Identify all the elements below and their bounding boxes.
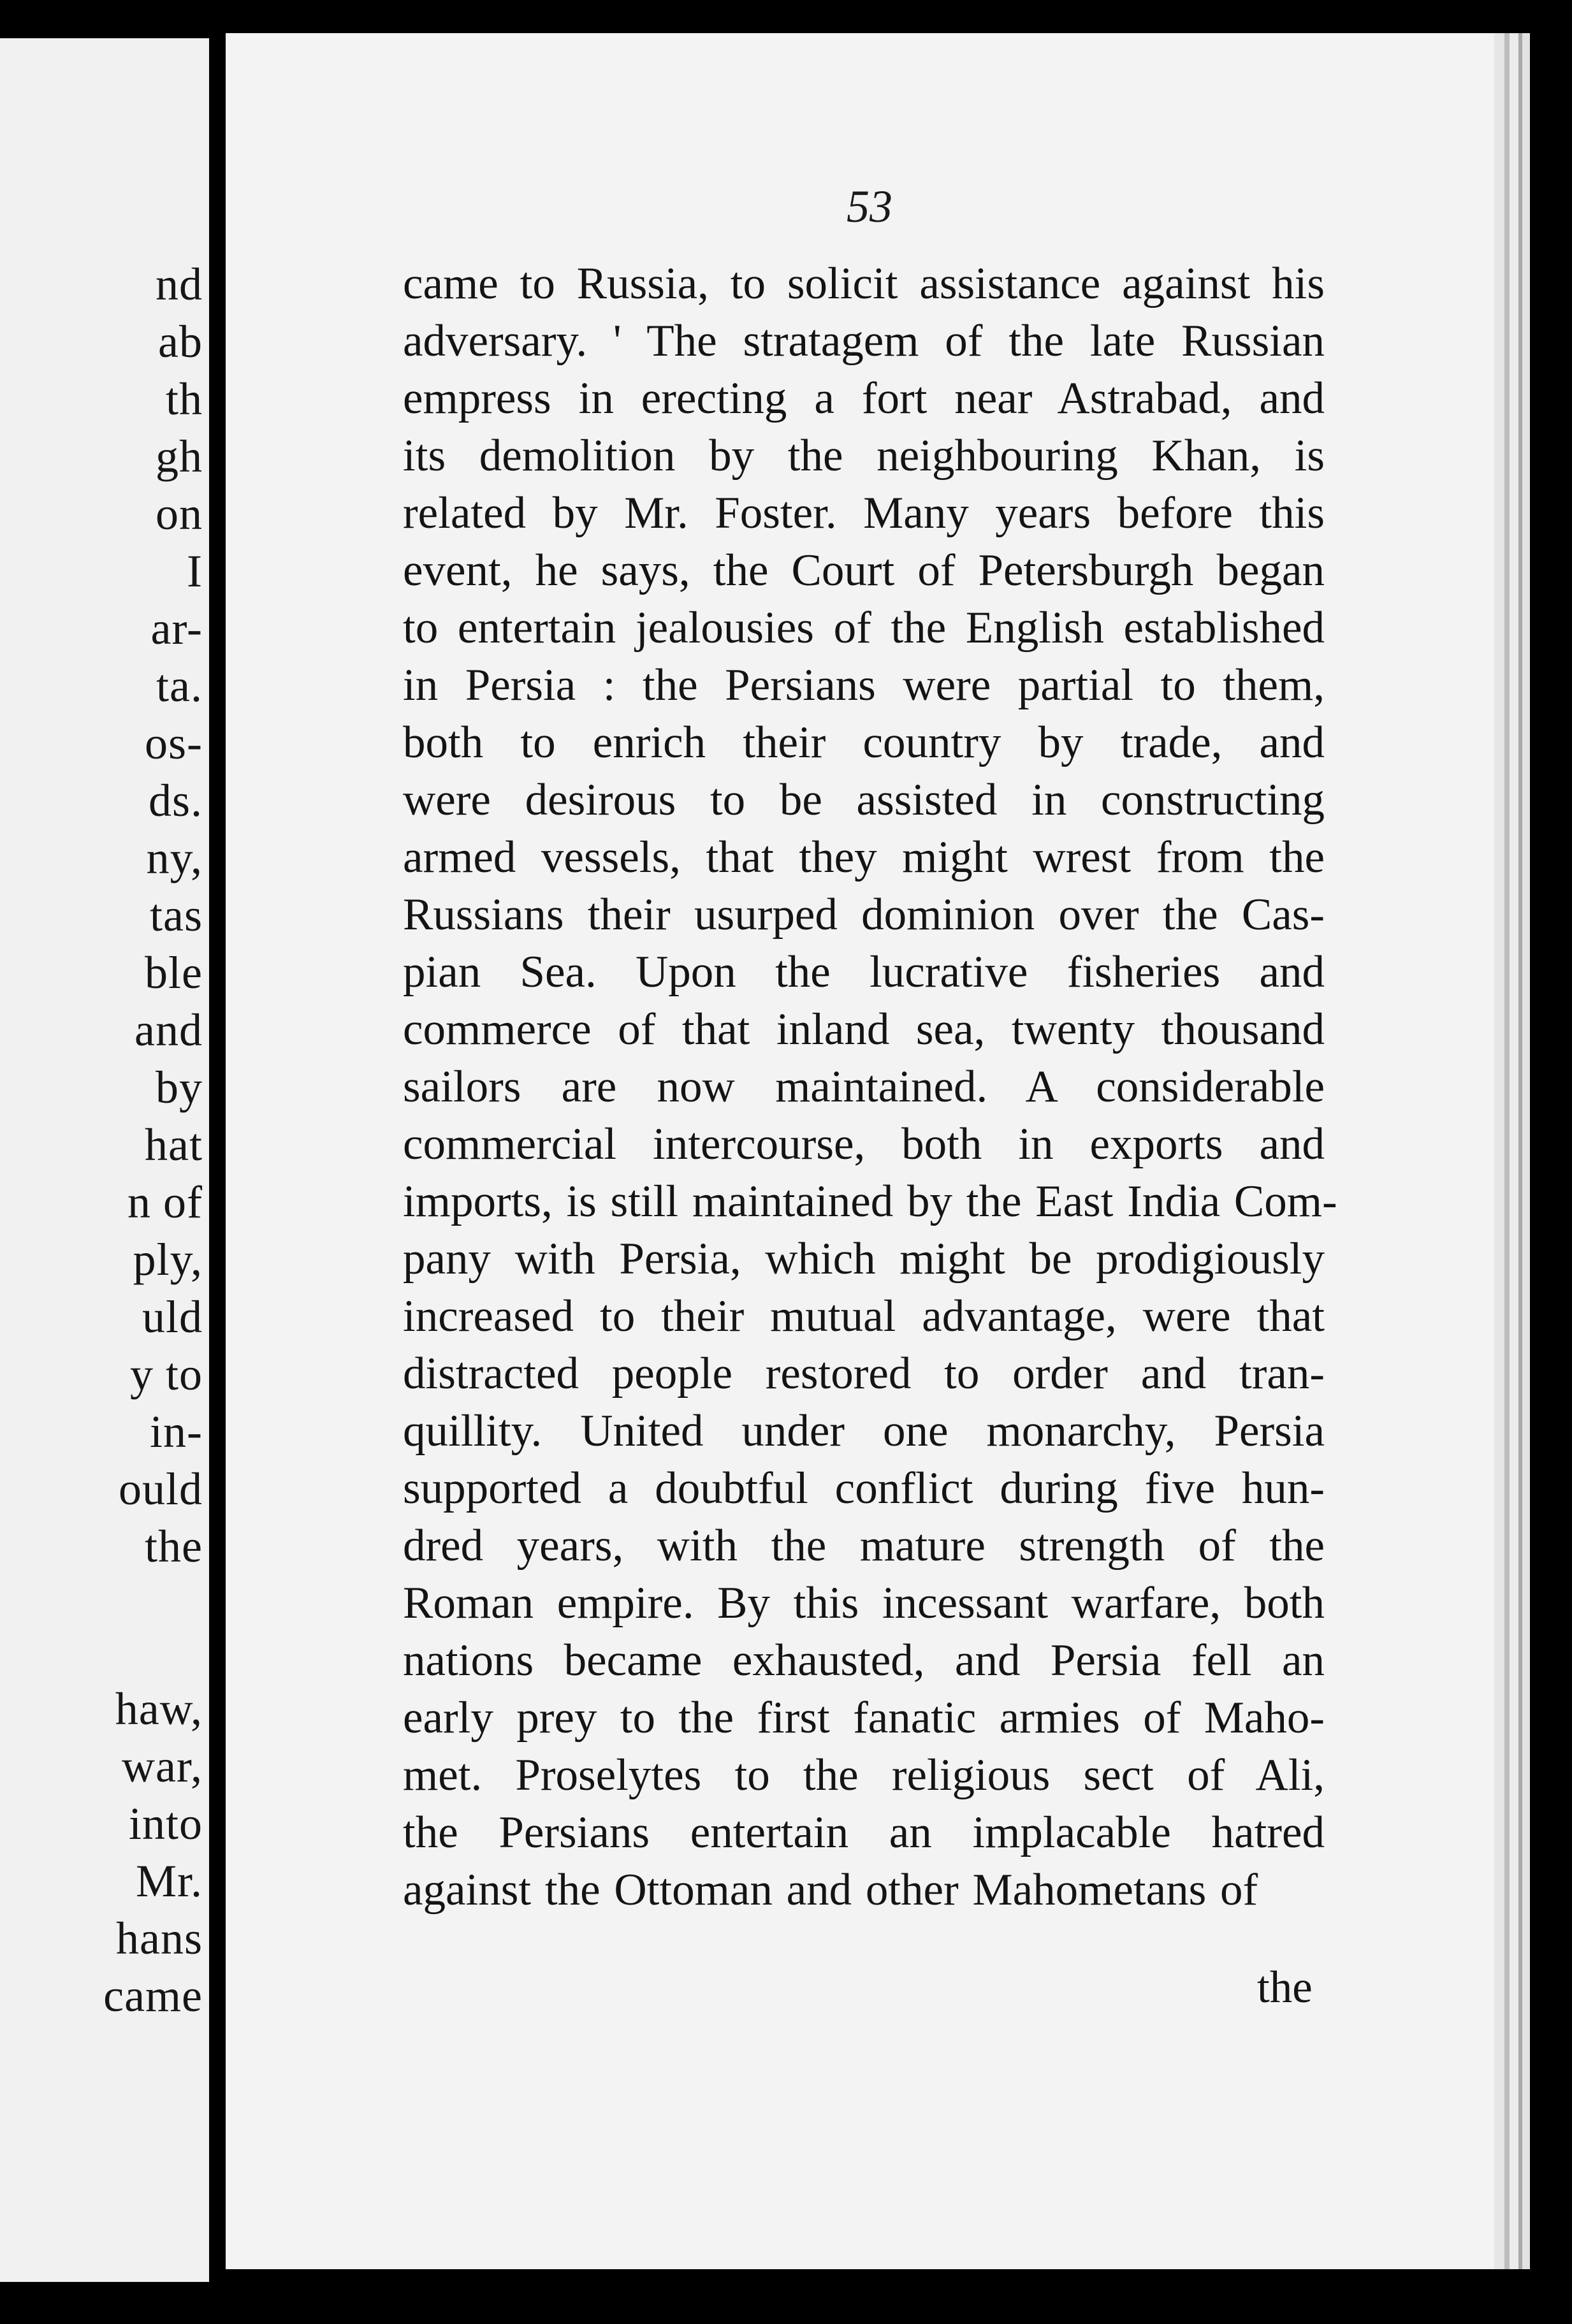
text-line: commerce of that inland sea, twenty thousand <box>403 1005 1325 1054</box>
left-line-fragment: the <box>145 1521 203 1572</box>
text-line: met. Proselytes to the religious sect of Ali, <box>403 1750 1325 1800</box>
text-line: dred years, with the mature strength of the <box>403 1521 1325 1571</box>
left-line-fragment: y to <box>129 1349 203 1400</box>
text-line: adversary. ' The stratagem of the late Russian <box>403 316 1325 366</box>
text-line: its demolition by the neighbouring Khan, is <box>403 431 1325 481</box>
left-line-fragment: uld <box>142 1291 203 1342</box>
text-line: empress in erecting a fort near Astrabad, and <box>403 374 1325 423</box>
text-line: sailors are now maintained. A considerable <box>403 1062 1325 1112</box>
left-line-fragment: on <box>156 488 203 539</box>
text-line: came to Russia, to solicit assistance against his <box>403 259 1325 309</box>
left-line-fragment: gh <box>156 431 203 482</box>
text-line: armed vessels, that they might wrest from the <box>403 832 1325 882</box>
text-line: early prey to the first fanatic armies of Maho- <box>403 1693 1325 1743</box>
left-line-fragment: hans <box>116 1913 203 1964</box>
text-line: Russians their usurped dominion over the Cas- <box>403 890 1325 940</box>
left-line-fragment: ble <box>145 947 203 998</box>
left-line-fragment: ar- <box>150 603 203 654</box>
left-line-fragment: and <box>135 1005 203 1056</box>
book-gutter <box>209 0 226 2324</box>
page-edge <box>1504 33 1510 2269</box>
text-line: in Persia : the Persians were partial to them, <box>403 660 1325 710</box>
left-line-fragment: os- <box>145 718 203 769</box>
left-line-fragment: into <box>128 1798 203 1849</box>
left-line-fragment: ab <box>158 316 203 367</box>
left-line-fragment: ould <box>118 1463 203 1514</box>
left-line-fragment: Mr. <box>135 1856 203 1906</box>
left-line-fragment: ds. <box>148 775 203 826</box>
left-line-fragment: nd <box>156 259 203 310</box>
left-line-fragment: ny, <box>146 832 203 883</box>
page-edge <box>1530 33 1572 2269</box>
text-line: nations became exhausted, and Persia fell an <box>403 1636 1325 1685</box>
left-line-fragment: n of <box>127 1177 203 1228</box>
left-line-fragment: hat <box>145 1119 203 1170</box>
left-line-fragment: ply, <box>133 1234 203 1285</box>
left-line-fragment: tas <box>150 890 203 941</box>
left-line-fragment: haw, <box>115 1683 203 1734</box>
text-line: Roman empire. By this incessant warfare, both <box>403 1578 1325 1628</box>
text-line: increased to their mutual advantage, were that <box>403 1291 1325 1341</box>
text-line: imports, is still maintained by the East India Com- <box>403 1177 1337 1226</box>
left-line-fragment: I <box>187 546 203 597</box>
text-line: quillity. United under one monarchy, Persia <box>403 1406 1325 1456</box>
page-edge <box>1522 33 1530 2269</box>
text-line: to entertain jealousies of the English established <box>403 603 1325 653</box>
left-page <box>0 38 209 2282</box>
text-line: pany with Persia, which might be prodigiously <box>403 1234 1325 1284</box>
left-line-fragment: by <box>156 1062 203 1113</box>
left-line-fragment: ta. <box>156 660 203 711</box>
left-line-fragment: came <box>103 1970 203 2021</box>
left-line-fragment: war, <box>121 1741 203 1792</box>
left-line-fragment: th <box>165 374 203 425</box>
page-edge <box>1494 33 1504 2269</box>
text-line: related by Mr. Foster. Many years before this <box>403 488 1325 538</box>
text-line: against the Ottoman and other Mahometans of <box>403 1865 1258 1915</box>
text-line: event, he says, the Court of Petersburgh began <box>403 546 1325 595</box>
text-line: were desirous to be assisted in constructing <box>403 775 1325 825</box>
page-edge <box>1510 33 1518 2269</box>
text-line: pian Sea. Upon the lucrative fisheries and <box>403 947 1325 997</box>
page-number: 53 <box>847 181 892 232</box>
text-line: supported a doubtful conflict during five hun- <box>403 1463 1325 1513</box>
text-line: commercial intercourse, both in exports and <box>403 1119 1325 1169</box>
text-line: both to enrich their country by trade, and <box>403 718 1325 767</box>
catchword: the <box>1257 1963 1313 2012</box>
text-line: the Persians entertain an implacable hatred <box>403 1808 1325 1857</box>
text-line: distracted people restored to order and tran- <box>403 1349 1325 1398</box>
left-line-fragment: in- <box>150 1406 203 1457</box>
